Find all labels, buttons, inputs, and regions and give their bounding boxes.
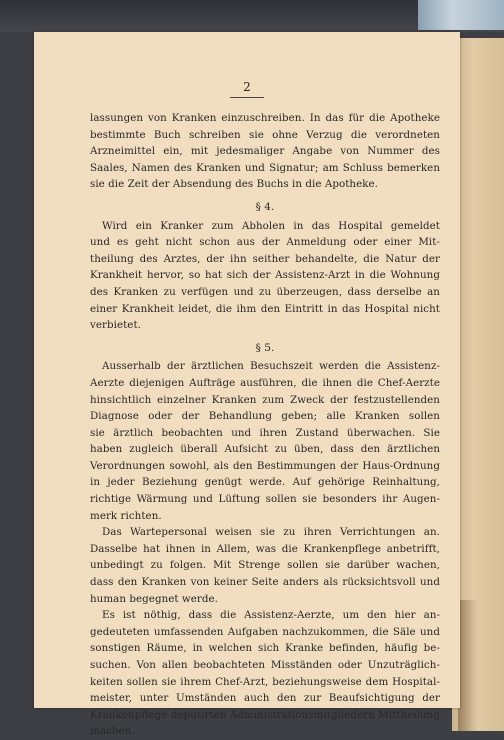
- text-line: Diagnose oder der Behandlung geben; alle Kranken sollen: [90, 410, 440, 423]
- section-heading: § 4.: [255, 200, 275, 213]
- text-line: Saales, Namen des Kranken und Signatur; am Schluss bemerken: [90, 161, 440, 174]
- text-line: richtige Wärmung und Lüftung sollen sie besonders ihr Augen-: [90, 493, 440, 506]
- paragraph: [90, 524, 440, 607]
- text-line: Aerzte diejenigen Aufträge ausführen, die ihnen die Chef-Aerzte: [90, 376, 440, 389]
- text-line: Arzneimittel ein, mit jedesmaliger Angabe von Nummer des: [90, 145, 440, 158]
- text-line: Das Wartepersonal weisen sie zu ihren Verrichtungen an.: [102, 526, 440, 539]
- text-line: keiten sollen sie ihrem Chef-Arzt, beziehungsweise dem Hospital-: [90, 675, 440, 688]
- paragraph: [90, 218, 440, 334]
- page-number: 2: [243, 80, 251, 94]
- text-line: des Kranken zu verfügen und zu überzeugen, dass derselbe an: [90, 285, 440, 298]
- text-line: meister, unter Umständen auch den zur Beaufsichtigung der: [90, 692, 440, 705]
- text-line: unbedingt zu folgen. Mit Strenge sollen sie darüber wachen,: [90, 559, 440, 572]
- text-line: haben zugleich überall Aufsicht zu üben, dass den ärztlichen: [90, 443, 440, 456]
- document-page: [34, 32, 460, 738]
- text-line: merk richten.: [90, 509, 162, 522]
- text-line: lassungen von Kranken einzuschreiben. In das für die Apotheke: [90, 112, 440, 124]
- text-line: sonstigen Räume, in welchen sich Kranke befinden, häufig be-: [90, 642, 440, 655]
- text-line: hinsichtlich einzelner Kranken zum Zweck der festzustellenden: [90, 393, 440, 406]
- text-line: gedeuteten umfassenden Aufgaben nachzukommen, die Säle und: [90, 625, 440, 638]
- text-line: Dasselbe hat ihnen in Allem, was die Krankenpflege anbetrifft,: [90, 542, 440, 555]
- text-line: bestimmte Buch schreiben sie ohne Verzug die verordneten: [90, 128, 440, 141]
- text-line: suchen. Von allen beobachteten Misständen oder Unzuträglich-: [90, 659, 440, 671]
- paragraph: [90, 358, 440, 524]
- text-line: Krankheit hervor, so hat sich der Assistenz-Arzt in die Wohnung: [90, 269, 440, 282]
- text-line: Ausserhalb der ärztlichen Besuchszeit werden die Assistenz-: [102, 360, 440, 373]
- text-line: Krankenpflege deputirten Administrationsmitgliedern Mittheilung: [90, 708, 440, 721]
- paragraph: [90, 607, 440, 740]
- text-line: einer Krankheit leidet, die ihm den Eintritt in das Hospital nicht: [90, 302, 440, 315]
- text-line: Es ist nöthig, dass die Assistenz-Aerzte, um den hier an-: [102, 609, 440, 622]
- text-line: machen.: [90, 725, 135, 738]
- text-line: verbietet.: [90, 319, 141, 332]
- text-line: sie die Zeit der Absendung des Buchs in die Apotheke.: [90, 178, 378, 191]
- text-line: Verordnungen sowohl, als den Bestimmungen der Haus-Ordnung: [90, 459, 440, 472]
- page-number-rule: [230, 97, 264, 98]
- text-line: Wird ein Kranker zum Abholen in das Hospital gemeldet: [102, 219, 440, 232]
- text-line: in jeder Beziehung genügt werde. Auf gehörige Reinhaltung,: [90, 476, 440, 489]
- text-line: und es geht nicht schon aus der Anmeldung oder einer Mit-: [90, 236, 440, 249]
- text-line: human begegnet werde.: [90, 592, 219, 605]
- section-heading: § 5.: [255, 341, 275, 354]
- text-line: dass den Kranken von keiner Seite anders als rücksichtsvoll und: [90, 576, 440, 589]
- paper-scrap: [418, 0, 504, 30]
- text-line: sie ärztlich beobachten und ihren Zustand überwachen. Sie: [90, 426, 440, 439]
- text-line: theilung des Arztes, der ihn seither behandelte, die Natur der: [90, 252, 440, 265]
- page-stain: [458, 600, 478, 731]
- paragraph: [90, 110, 440, 193]
- body-text: [90, 110, 440, 740]
